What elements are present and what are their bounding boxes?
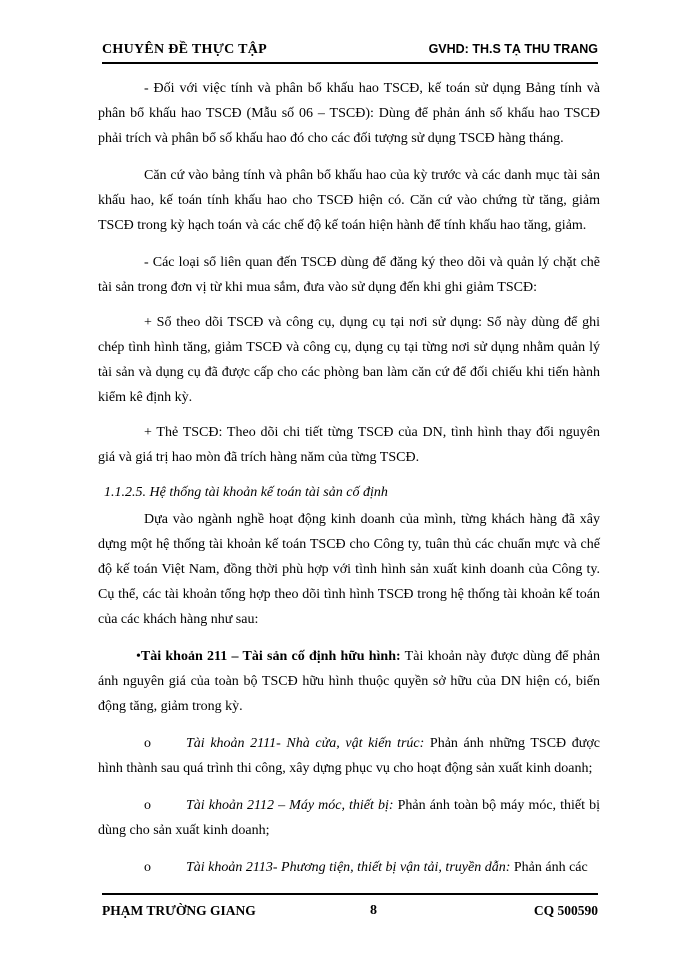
header-title: CHUYÊN ĐỀ THỰC TẬP (102, 42, 267, 57)
page-number: 8 (370, 903, 377, 918)
subaccount-text: Phản ánh những TSCĐ được hình thành sau quá trình thi công, xây dựng phục vụ cho hoạt động sản xuất kinh doanh; (98, 736, 600, 776)
paragraph-depreciation-table: - Đối với việc tính và phân bổ khấu hao TSCĐ, kế toán sử dụng Bảng tính và phân bổ khấu hao TSCĐ (Mẫu số 06 – TSCĐ): Dùng để phản ánh số khấu hao TSCĐ phải trích và phân bổ số khấu hao đó cho các đối tượng sử dụng TSCĐ hàng tháng. (98, 81, 600, 146)
paragraph-ledgers: - Các loại sổ liên quan đến TSCĐ dùng để đăng ký theo dõi và quản lý chặt chẽ tài sản trong đơn vị từ khi mua sắm, đưa vào sử dụng đến khi ghi giảm TSCĐ: (98, 255, 600, 295)
footer-rule (102, 893, 598, 895)
subaccount-2113 (98, 855, 600, 880)
header-rule (102, 62, 598, 64)
subaccount-2111 (98, 731, 600, 781)
subaccount-title: Tài khoản 2111- Nhà cửa, vật kiến trúc: (186, 736, 425, 751)
subaccount-2112 (98, 793, 600, 843)
page-header (102, 38, 598, 64)
paragraph-asset-card: + Thẻ TSCĐ: Theo dõi chi tiết từng TSCĐ của DN, tình hình thay đổi nguyên giá và giá trị hao mòn đã trích hàng năm của từng TSCĐ. (98, 425, 600, 465)
paragraph-depreciation-basis: Căn cứ vào bảng tính và phân bổ khấu hao của kỳ trước và các danh mục tài sản khấu hao, kế toán tính khấu hao cho TSCĐ hiện có. Căn cứ vào chứng từ tăng, giảm TSCĐ trong kỳ hạch toán và các chế độ kế toán hiện hành để tính khấu hao tăng, giảm. (98, 168, 600, 233)
circle-bullet-icon: o (144, 736, 151, 751)
account-211-item (98, 644, 600, 719)
account-211-title: Tài khoản 211 – Tài sản cố định hữu hình: (140, 649, 401, 664)
page-body (98, 76, 600, 892)
header-supervisor: GVHD: TH.S TẠ THU TRANG (428, 42, 598, 56)
circle-bullet-icon: o (144, 860, 151, 875)
subaccount-text: Phản ánh các (510, 860, 588, 875)
page-footer (102, 893, 598, 923)
subaccount-text: Phản ánh toàn bộ máy móc, thiết bị dùng cho sản xuất kinh doanh; (98, 798, 600, 838)
paragraph-account-system: Dựa vào ngành nghề hoạt động kinh doanh của mình, từng khách hàng đã xây dựng một hệ thống tài khoản kế toán TSCĐ cho Công ty, tuân thủ các chuẩn mực và chế độ kế toán Việt Nam, đồng thời phù hợp với tình hình sản xuất kinh doanh của Công ty. Cụ thể, các tài khoản tổng hợp theo dõi tình hình TSCĐ trong hệ thống tài khoản kế toán của các khách hàng như sau: (98, 512, 600, 627)
subaccount-title: Tài khoản 2112 – Máy móc, thiết bị: (186, 798, 394, 813)
bullet-icon: • (136, 649, 141, 664)
footer-author: PHẠM TRƯỜNG GIANG (102, 903, 256, 918)
paragraph-tracking-book: + Sổ theo dõi TSCĐ và công cụ, dụng cụ tại nơi sử dụng: Sổ này dùng để ghi chép tình hình tăng, giảm TSCĐ và công cụ, dụng cụ tại từng nơi sử dụng nhằm quản lý tài sản và dụng cụ đã được cấp cho các phòng ban làm căn cứ để đối chiếu khi tiến hành kiểm kê định kỳ. (98, 315, 600, 405)
account-211-text: Tài khoản này được dùng để phản ánh nguyên giá của toàn bộ TSCĐ hữu hình thuộc quyền sở hữu của DN hiện có, biến động tăng, giảm trong kỳ. (98, 649, 600, 714)
section-heading: 1.1.2.5. Hệ thống tài khoản kế toán tài sản cố định (104, 485, 388, 500)
footer-student-code: CQ 500590 (533, 903, 598, 918)
subaccount-title: Tài khoản 2113- Phương tiện, thiết bị vận tải, truyền dẫn: (186, 860, 511, 875)
circle-bullet-icon: o (144, 798, 151, 813)
